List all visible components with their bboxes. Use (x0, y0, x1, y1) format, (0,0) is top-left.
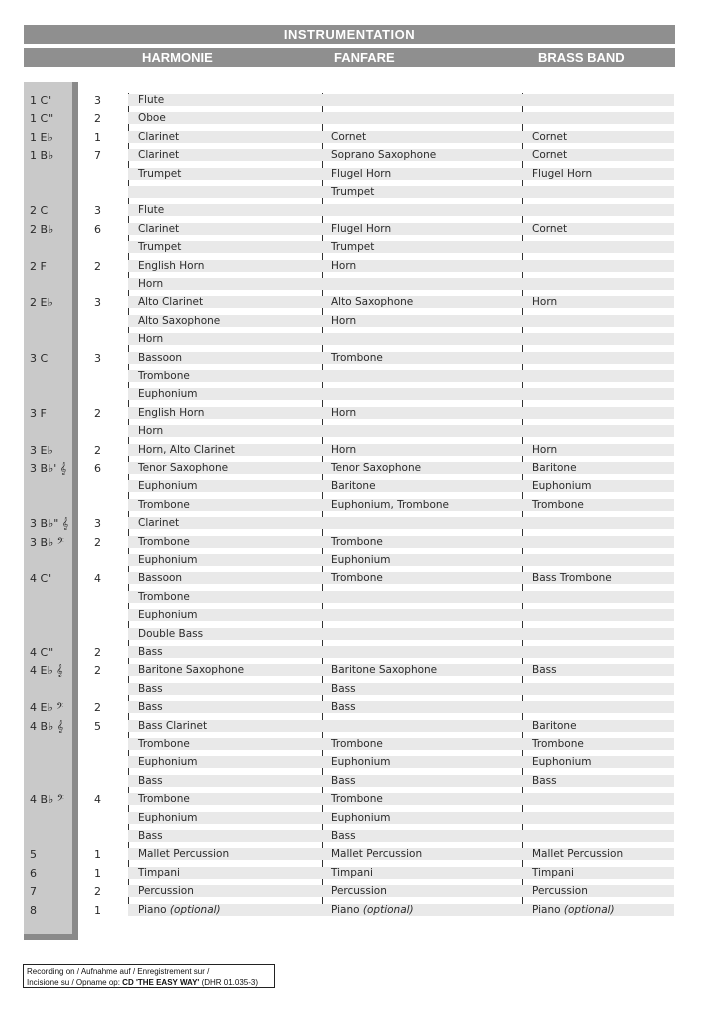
row-stripe (128, 536, 674, 548)
table-row (0, 588, 716, 606)
optional-label: (optional) (169, 903, 221, 916)
part-label: 5 (30, 848, 37, 862)
table-row (0, 790, 716, 808)
row-stripe (128, 867, 674, 879)
table-row (0, 882, 716, 900)
part-count: 1 (94, 848, 101, 862)
row-stripe (128, 388, 674, 400)
part-count: 2 (94, 664, 101, 678)
table-row (0, 330, 716, 348)
column-header-harmonie: HARMONIE (142, 50, 213, 65)
brass-band-instrument: Trombone (532, 738, 584, 750)
row-stripe (128, 278, 674, 290)
part-label: 1 C" (30, 112, 54, 126)
harmonie-instrument: Trombone (138, 793, 190, 806)
harmonie-instrument: Trumpet (138, 167, 182, 180)
table-row (0, 367, 716, 385)
part-count: 1 (94, 130, 101, 144)
fanfare-instrument: Euphonium, Trombone (331, 498, 449, 511)
brass-band-instrument: Euphonium (532, 480, 592, 493)
harmonie-instrument: Trombone (138, 370, 190, 382)
cd-catalog: (DHR 01.035-3) (201, 978, 259, 987)
table-row (0, 477, 716, 495)
table-row (0, 275, 716, 293)
part-count: 4 (94, 793, 101, 807)
fanfare-instrument: Alto Saxophone (331, 296, 414, 309)
table-row (0, 459, 716, 477)
harmonie-instrument: Flute (138, 94, 165, 106)
fanfare-instrument: Horn (331, 406, 357, 419)
page-title: INSTRUMENTATION (283, 27, 416, 42)
brass-band-instrument: Baritone (532, 462, 577, 474)
part-label: 1 C' (30, 94, 52, 107)
fanfare-instrument: Trumpet (331, 241, 375, 254)
part-label: 3 E♭ (30, 443, 53, 457)
fanfare-instrument: Soprano Saxophone (331, 149, 437, 162)
part-label: 3 B♭' 𝄞 (30, 462, 67, 475)
row-stripe (128, 352, 674, 364)
part-label: 6 (30, 866, 37, 880)
cd-title: CD 'THE EASY WAY' (122, 978, 200, 987)
table-row (0, 643, 716, 661)
fanfare-instrument: Cornet (331, 130, 367, 143)
table-row (0, 385, 716, 403)
fanfare-instrument: Horn (331, 259, 357, 272)
row-stripe (128, 885, 674, 897)
harmonie-instrument: Euphonium (138, 756, 198, 769)
row-stripe (128, 609, 674, 621)
harmonie-instrument: Clarinet (138, 222, 180, 235)
brass-band-instrument: Timpani (532, 866, 574, 879)
brass-band-instrument: Percussion (532, 885, 588, 898)
part-count: 3 (94, 351, 101, 365)
harmonie-instrument: Bass (138, 646, 163, 658)
part-label: 4 C" (30, 646, 54, 659)
harmonie-instrument: Tenor Saxophone (138, 462, 229, 474)
part-label: 3 F (30, 406, 47, 420)
row-stripe (128, 112, 674, 124)
table-row (0, 533, 716, 551)
table-row (0, 422, 716, 440)
part-count: 2 (94, 259, 101, 273)
harmonie-instrument: Oboe (138, 112, 166, 125)
row-stripe (128, 775, 674, 787)
fanfare-instrument: Trombone (331, 793, 383, 806)
table-row (0, 201, 716, 219)
harmonie-instrument: Bass (138, 830, 163, 842)
brass-band-instrument: Euphonium (532, 756, 592, 769)
table-row (0, 293, 716, 311)
part-count: 3 (94, 94, 101, 107)
harmonie-instrument: Trombone (138, 738, 190, 750)
part-label: 8 (30, 903, 37, 917)
harmonie-instrument: English Horn (138, 259, 205, 272)
fanfare-instrument: Trombone (331, 738, 383, 750)
harmonie-instrument: Mallet Percussion (138, 848, 230, 861)
row-stripe (128, 480, 674, 492)
harmonie-instrument: Bassoon (138, 351, 183, 364)
fanfare-instrument: Piano (331, 903, 360, 916)
fanfare-instrument: Euphonium (331, 756, 391, 769)
fanfare-instrument: Flugel Horn (331, 222, 392, 235)
harmonie-instrument: Euphonium (138, 554, 198, 566)
part-label: 3 B♭ 𝄢 (30, 535, 64, 549)
part-count: 4 (94, 572, 101, 586)
table-row (0, 312, 716, 330)
table-row (0, 772, 716, 790)
harmonie-instrument: Clarinet (138, 130, 180, 143)
recording-note (23, 964, 275, 988)
table-row (0, 661, 716, 679)
table-row (0, 349, 716, 367)
part-count: 1 (94, 866, 101, 880)
harmonie-instrument: Baritone Saxophone (138, 664, 245, 677)
table-row (0, 496, 716, 514)
row-stripe (128, 554, 674, 566)
harmonie-instrument: Flute (138, 204, 165, 217)
fanfare-instrument: Trumpet (331, 186, 375, 198)
harmonie-instrument: English Horn (138, 406, 205, 419)
part-label: 3 C (30, 351, 49, 365)
fanfare-instrument: Baritone Saxophone (331, 664, 438, 677)
row-stripe (128, 720, 674, 732)
brass-band-instrument-wrapper (532, 904, 615, 916)
recording-note-line-1: Recording on / Aufnahme auf / Enregistrement sur / (27, 967, 210, 976)
table-row (0, 680, 716, 698)
part-count: 6 (94, 462, 101, 475)
table-row (0, 109, 716, 127)
fanfare-instrument: Euphonium (331, 811, 391, 824)
fanfare-instrument: Bass (331, 701, 356, 714)
part-label: 2 F (30, 259, 47, 273)
part-label: 4 B♭ 𝄞 (30, 719, 64, 733)
row-stripe (128, 683, 674, 695)
part-count: 6 (94, 222, 101, 236)
harmonie-instrument: Horn (138, 278, 164, 290)
row-stripe (128, 628, 674, 640)
brass-band-instrument: Bass Trombone (532, 572, 612, 585)
harmonie-instrument: Bass (138, 774, 163, 787)
table-row (0, 404, 716, 422)
fanfare-instrument: Percussion (331, 885, 387, 898)
part-count: 2 (94, 701, 101, 715)
row-stripe (128, 241, 674, 253)
row-stripe (128, 591, 674, 603)
brass-band-instrument: Horn (532, 443, 558, 456)
harmonie-instrument: Euphonium (138, 480, 198, 493)
fanfare-instrument: Bass (331, 774, 356, 787)
harmonie-instrument-wrapper (138, 904, 221, 916)
part-count: 2 (94, 406, 101, 420)
table-row (0, 165, 716, 183)
row-stripe (128, 407, 674, 419)
harmonie-instrument: Euphonium (138, 609, 198, 622)
fanfare-instrument: Bass (331, 682, 356, 695)
harmonie-instrument: Trombone (138, 498, 190, 511)
table-row (0, 91, 716, 109)
harmonie-instrument: Bass (138, 682, 163, 695)
optional-label: (optional) (563, 903, 615, 916)
part-label: 2 E♭ (30, 296, 53, 310)
table-row (0, 569, 716, 587)
row-stripe (128, 738, 674, 750)
table-row (0, 514, 716, 532)
row-stripe (128, 131, 674, 143)
table-row (0, 827, 716, 845)
fanfare-instrument: Bass (331, 830, 356, 842)
part-label: 2 C (30, 204, 49, 218)
part-label: 4 E♭ 𝄞 (30, 664, 63, 678)
table-row (0, 238, 716, 256)
part-count: 7 (94, 149, 101, 163)
part-count: 5 (94, 719, 101, 733)
part-label: 4 E♭ 𝄢 (30, 701, 64, 715)
brass-band-instrument: Baritone (532, 719, 577, 732)
table-row (0, 735, 716, 753)
table-row (0, 809, 716, 827)
row-stripe (128, 646, 674, 658)
column-header-brass-band: BRASS BAND (538, 50, 625, 65)
row-stripe (128, 830, 674, 842)
table-row (0, 717, 716, 735)
row-stripe (128, 793, 674, 805)
table-row (0, 753, 716, 771)
brass-band-instrument: Cornet (532, 222, 568, 235)
part-count: 2 (94, 535, 101, 549)
fanfare-instrument: Euphonium (331, 554, 391, 566)
part-label: 2 B♭ (30, 222, 54, 236)
brass-band-instrument: Piano (532, 903, 561, 916)
optional-label: (optional) (362, 903, 414, 916)
harmonie-instrument: Bassoon (138, 572, 183, 585)
recording-note-line-2 (27, 977, 271, 988)
part-count: 3 (94, 296, 101, 310)
harmonie-instrument: Horn, Alto Clarinet (138, 443, 235, 456)
harmonie-instrument: Bass (138, 701, 163, 714)
part-label: 4 B♭ 𝄢 (30, 793, 64, 807)
recording-note-prefix: Incisione su / Opname op: (27, 978, 123, 987)
harmonie-instrument: Trumpet (138, 241, 182, 254)
part-count: 2 (94, 646, 101, 659)
row-stripe (128, 260, 674, 272)
part-label: 1 E♭ (30, 130, 53, 144)
part-count: 1 (94, 903, 101, 917)
row-stripe (128, 812, 674, 824)
table-row (0, 220, 716, 238)
brass-band-instrument: Bass (532, 664, 557, 677)
table-row (0, 551, 716, 569)
fanfare-instrument: Tenor Saxophone (331, 462, 422, 474)
harmonie-instrument: Double Bass (138, 627, 204, 640)
table-row (0, 257, 716, 275)
fanfare-instrument: Flugel Horn (331, 167, 392, 180)
row-stripe (128, 370, 674, 382)
fanfare-instrument: Horn (331, 443, 357, 456)
table-row (0, 128, 716, 146)
row-stripe (128, 186, 674, 198)
fanfare-instrument: Trombone (331, 572, 383, 585)
table-row (0, 625, 716, 643)
part-count: 2 (94, 112, 101, 126)
brass-band-instrument: Trombone (532, 498, 584, 511)
brass-band-instrument: Cornet (532, 149, 568, 162)
row-stripe (128, 94, 674, 106)
fanfare-instrument: Timpani (331, 866, 373, 879)
table-row (0, 606, 716, 624)
part-label: 1 B♭ (30, 149, 54, 163)
harmonie-instrument: Percussion (138, 885, 194, 898)
row-stripe (128, 517, 674, 529)
table-row (0, 146, 716, 164)
harmonie-instrument: Trombone (138, 590, 190, 603)
row-stripe (128, 204, 674, 216)
table-row (0, 698, 716, 716)
table-row (0, 864, 716, 882)
part-label: 3 B♭" 𝄞 (30, 517, 69, 531)
table-row (0, 441, 716, 459)
column-header-fanfare: FANFARE (334, 50, 395, 65)
part-count: 2 (94, 885, 101, 899)
part-count: 3 (94, 517, 101, 531)
part-count: 2 (94, 443, 101, 457)
row-stripe (128, 756, 674, 768)
brass-band-instrument: Horn (532, 296, 558, 309)
fanfare-instrument: Baritone (331, 480, 376, 493)
harmonie-instrument: Alto Saxophone (138, 314, 221, 327)
harmonie-instrument: Euphonium (138, 388, 198, 401)
part-label: 7 (30, 885, 37, 899)
harmonie-instrument: Bass Clarinet (138, 719, 208, 732)
harmonie-instrument: Clarinet (138, 517, 180, 530)
row-stripe (128, 701, 674, 713)
row-stripe (128, 223, 674, 235)
harmonie-instrument: Piano (138, 903, 167, 916)
harmonie-instrument: Trombone (138, 535, 190, 548)
brass-band-instrument: Flugel Horn (532, 167, 593, 180)
row-stripe (128, 333, 674, 345)
part-count: 3 (94, 204, 101, 218)
harmonie-instrument: Clarinet (138, 149, 180, 162)
part-label: 4 C' (30, 572, 52, 586)
harmonie-instrument: Alto Clarinet (138, 296, 204, 309)
fanfare-instrument-wrapper (331, 904, 414, 916)
harmonie-instrument: Euphonium (138, 811, 198, 824)
fanfare-instrument: Mallet Percussion (331, 848, 423, 861)
row-stripe (128, 425, 674, 437)
brass-band-instrument: Mallet Percussion (532, 848, 624, 861)
fanfare-instrument: Trombone (331, 535, 383, 548)
brass-band-instrument: Cornet (532, 130, 568, 143)
table-row (0, 845, 716, 863)
fanfare-instrument: Horn (331, 314, 357, 327)
harmonie-instrument: Horn (138, 333, 164, 346)
harmonie-instrument: Horn (138, 425, 164, 438)
brass-band-instrument: Bass (532, 774, 557, 787)
harmonie-instrument: Timpani (138, 866, 180, 879)
table-row (0, 901, 716, 919)
fanfare-instrument: Trombone (331, 351, 383, 364)
table-row (0, 183, 716, 201)
